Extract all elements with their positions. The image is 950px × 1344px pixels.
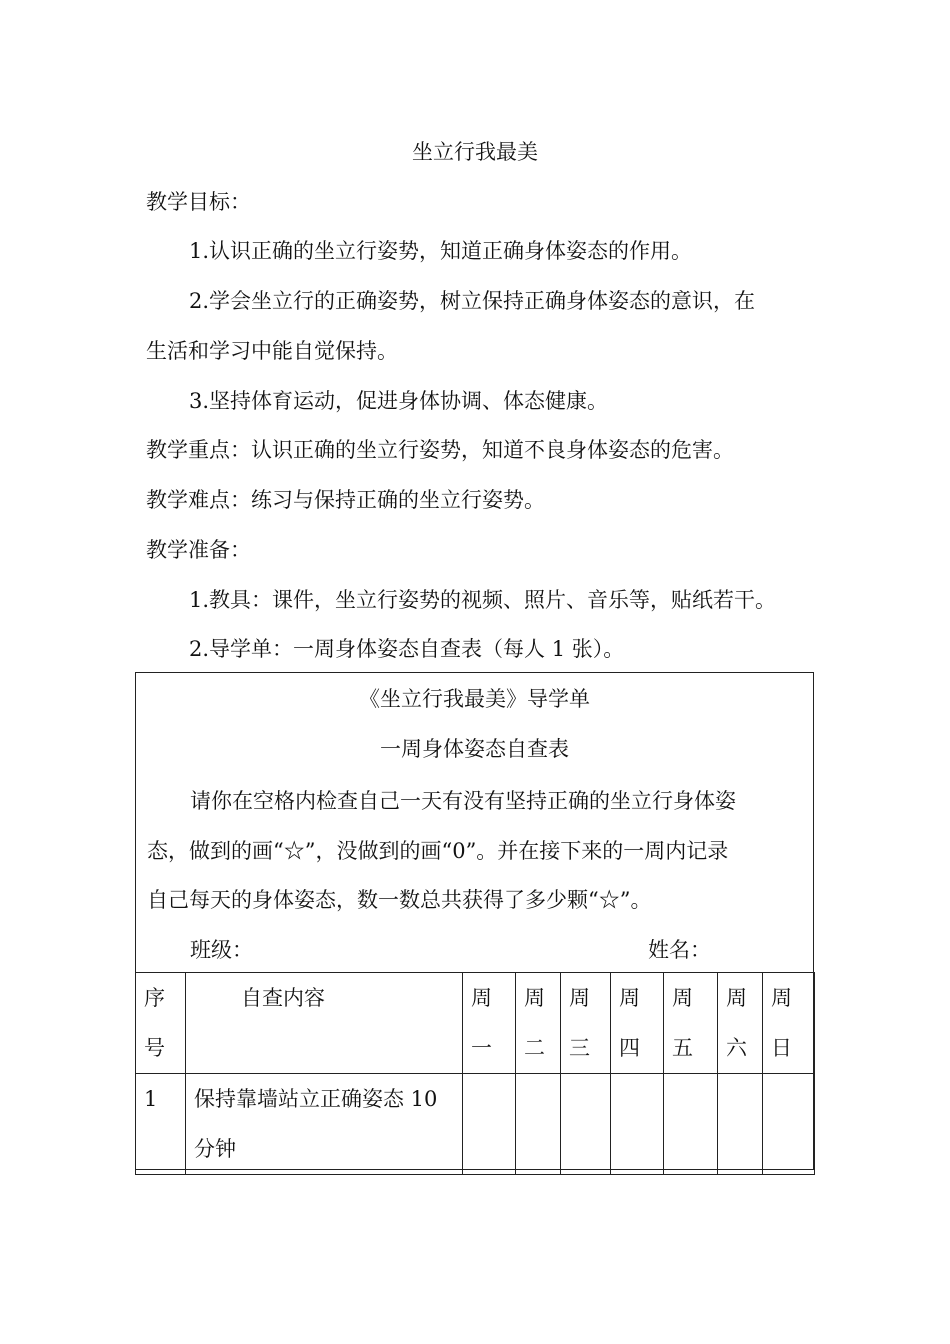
header-day-thu-1: 周 [619, 986, 640, 1010]
prep-heading: 教学准备： [146, 538, 251, 562]
header-day-sat [718, 973, 763, 1074]
header-day-fri-1: 周 [672, 986, 693, 1010]
header-day-thu-2: 四 [619, 1036, 640, 1060]
objective-2-line-2: 生活和学习中能自觉保持。 [146, 339, 398, 363]
header-day-wed-2: 三 [569, 1036, 590, 1060]
check-cell-sun[interactable] [763, 1074, 815, 1175]
class-label: 班级： [190, 938, 253, 962]
row-content-1: 保持靠墙站立正确姿态 10 [194, 1087, 438, 1111]
header-day-sun-2: 日 [771, 1036, 792, 1060]
header-content-label: 自查内容 [241, 986, 325, 1010]
header-day-tue-2: 二 [524, 1036, 545, 1060]
header-no-2: 号 [144, 1036, 165, 1060]
prep-item-2: 2.导学单：一周身体姿态自查表（每人 1 张）。 [189, 637, 625, 661]
table-row [136, 1074, 815, 1175]
self-check-table [135, 972, 815, 1175]
header-day-sun-1: 周 [771, 986, 792, 1010]
header-content [186, 973, 463, 1074]
sheet-subtitle: 一周身体姿态自查表 [380, 737, 569, 761]
row-content-cell [186, 1074, 463, 1175]
header-day-mon [463, 973, 516, 1074]
objective-1: 1.认识正确的坐立行姿势，知道正确身体姿态的作用。 [189, 239, 693, 263]
header-day-wed [561, 973, 611, 1074]
check-cell-wed[interactable] [561, 1074, 611, 1175]
difficulty: 教学难点：练习与保持正确的坐立行姿势。 [146, 488, 545, 512]
key-point: 教学重点：认识正确的坐立行姿势，知道不良身体姿态的危害。 [146, 438, 734, 462]
objectives-heading: 教学目标： [146, 190, 251, 214]
objective-3: 3.坚持体育运动，促进身体协调、体态健康。 [189, 389, 609, 413]
check-cell-fri[interactable] [664, 1074, 718, 1175]
header-day-sat-1: 周 [726, 986, 747, 1010]
instruction-line-2: 态，做到的画“☆”，没做到的画“0”。并在接下来的一周内记录 [147, 839, 729, 863]
row-no: 1 [144, 1087, 158, 1111]
sheet-title: 《坐立行我最美》导学单 [359, 687, 590, 711]
header-day-thu [611, 973, 664, 1074]
row-no-cell [136, 1074, 186, 1175]
header-day-sat-2: 六 [726, 1036, 747, 1060]
instruction-line-1: 请你在空格内检查自己一天有没有坚持正确的坐立行身体姿 [190, 789, 736, 813]
header-day-tue [516, 973, 561, 1074]
objective-2-line-1: 2.学会坐立行的正确姿势，树立保持正确身体姿态的意识，在 [189, 289, 756, 313]
check-cell-tue[interactable] [516, 1074, 561, 1175]
check-cell-mon[interactable] [463, 1074, 516, 1175]
header-no [136, 973, 186, 1074]
header-day-mon-1: 周 [471, 986, 492, 1010]
header-no-1: 序 [144, 986, 165, 1010]
header-day-mon-2: 一 [471, 1036, 492, 1060]
row-content-2: 分钟 [194, 1137, 236, 1161]
instruction-line-3: 自己每天的身体姿态，数一数总共获得了多少颗“☆”。 [147, 888, 652, 912]
header-day-wed-1: 周 [569, 986, 590, 1010]
prep-item-1: 1.教具：课件，坐立行姿势的视频、照片、音乐等，贴纸若干。 [189, 588, 777, 612]
header-day-fri-2: 五 [672, 1036, 693, 1060]
header-day-sun [763, 973, 815, 1074]
table-header-row [136, 973, 815, 1074]
page-title: 坐立行我最美 [412, 140, 538, 164]
header-day-fri [664, 973, 718, 1074]
name-label: 姓名： [648, 938, 711, 962]
header-day-tue-1: 周 [524, 986, 545, 1010]
check-cell-thu[interactable] [611, 1074, 664, 1175]
study-guide-sheet [135, 672, 814, 1170]
check-cell-sat[interactable] [718, 1074, 763, 1175]
